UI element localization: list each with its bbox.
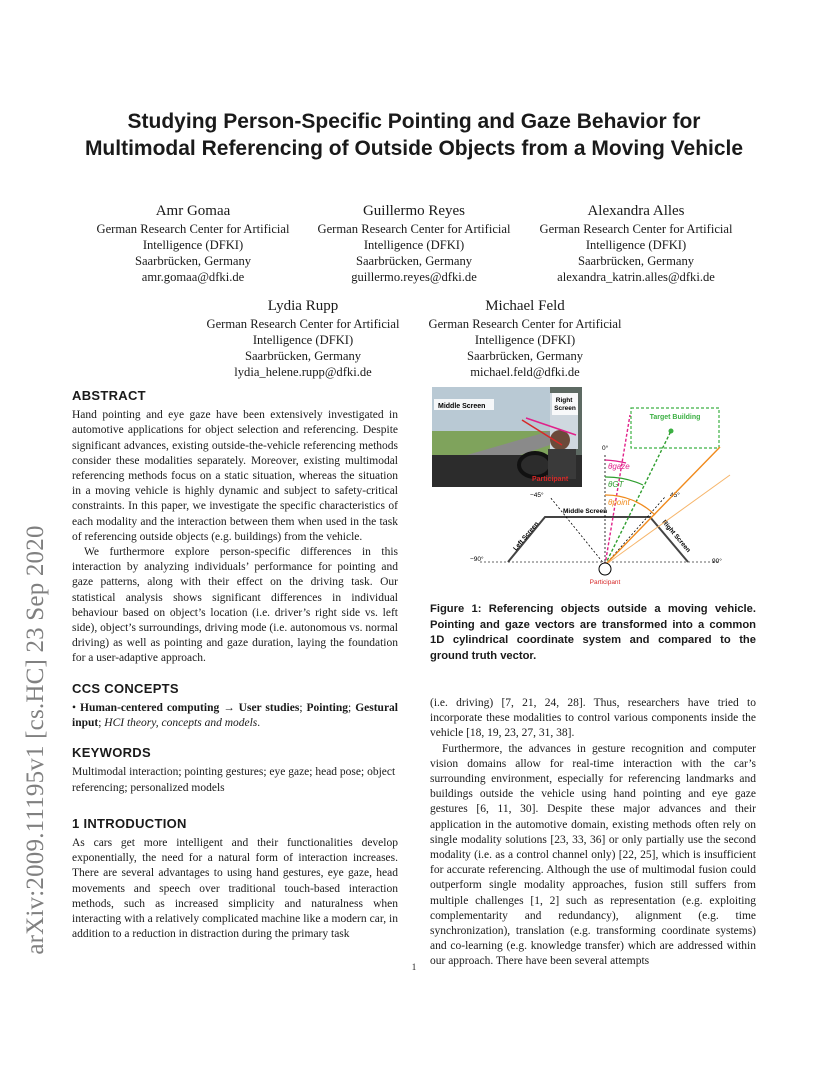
ccs-separator: ;	[98, 717, 105, 730]
author-affiliation: Intelligence (DFKI)	[142, 238, 244, 252]
author-city: Saarbrücken, Germany	[244, 349, 362, 363]
keywords-text: Multimodal interaction; pointing gestures; eye gaze; head pose; object referencing; personalized models	[72, 766, 396, 794]
ccs-end: .	[257, 717, 261, 730]
author-card	[529, 201, 743, 285]
right-screen-label-line: Right	[555, 397, 573, 404]
author-affiliation: Intelligence (DFKI)	[252, 333, 354, 347]
angle-0-label: 0°	[602, 445, 609, 452]
figure-diagram	[430, 385, 756, 595]
ccs-bullet: •	[72, 701, 77, 714]
angle-45-label: 45°	[670, 492, 680, 499]
right-screen-diagram-label: Right Screen	[660, 518, 692, 554]
author-affiliation: German Research Center for Artificial	[96, 222, 290, 236]
right-screen-label	[554, 397, 576, 412]
figure-caption: Figure 1: Referencing objects outside a moving vehicle. Pointing and gaze vectors are transformed into a common 1D cylindrical coordinate system and compared to the ground truth vector.	[430, 603, 756, 662]
author-name: Alexandra Alles	[587, 203, 685, 219]
left-screen-label: Left Screen	[512, 520, 541, 553]
participant-label: Participant	[589, 579, 621, 586]
ccs-concepts	[72, 701, 398, 731]
author-email: michael.feld@dfki.de	[470, 365, 580, 379]
photo-participant-label: Participant	[532, 476, 569, 483]
right-screen-label-line: Screen	[554, 405, 576, 412]
intro-paragraph: As cars get more intelligent and their functionalities develop exponentially, the need for a natural form of interaction increases. There are several advantages to using hand gestures, eye gaze, head movements and speech over traditional touch-based interaction methods, such as increased simplicity and naturalness when interacting with a relatively complicated machine like a modern car, in addition to a reduction in distraction during the primary task	[72, 837, 398, 941]
ccs-separator: ;	[348, 701, 356, 714]
ccs-term: Human-centered computing	[80, 701, 220, 714]
author-email: lydia_helene.rupp@dfki.de	[234, 365, 372, 379]
ccs-term: Pointing	[306, 701, 349, 714]
author-card	[307, 201, 521, 285]
abstract-paragraph: Hand pointing and eye gaze have been extensively investigated in automotive applications for object selection and referencing. Despite significant advances, existing outside-the-vehicle referencing methods consider these modalities separately. Moreover, existing multimodal referencing methods focus on a static situation, whereas the situation in a moving vehicle is highly dynamic and subject to safety-critical constraints. In this paper, we investigate the specific characteristics of each modality and the interaction between them when used in the task of referencing outside objects (e.g. buildings) from the vehicle.	[72, 409, 398, 543]
arxiv-stamp	[14, 240, 58, 955]
keywords-heading: KEYWORDS	[72, 745, 151, 761]
author-affiliation: Intelligence (DFKI)	[363, 238, 465, 252]
page-number: 1	[411, 962, 417, 972]
middle-screen-diagram-label: Middle Screen	[563, 508, 608, 515]
participant-marker	[599, 563, 611, 575]
author-affiliation: German Research Center for Artificial	[428, 317, 622, 331]
author-name: Michael Feld	[485, 298, 565, 314]
left-column	[72, 388, 398, 943]
theta-point-label: θpoint	[608, 498, 630, 507]
author-card	[86, 201, 300, 285]
ccs-term: User studies	[238, 701, 300, 714]
participant-photo	[432, 387, 582, 487]
ccs-arrow: →	[219, 701, 239, 714]
ccs-term: Gestural input	[72, 701, 399, 730]
photo-participant-body	[548, 449, 576, 479]
intro-heading: 1 INTRODUCTION	[72, 815, 187, 831]
author-card	[196, 296, 410, 380]
abstract-heading: ABSTRACT	[72, 388, 146, 403]
photo-sky	[432, 387, 550, 437]
author-affiliation: German Research Center for Artificial	[539, 222, 733, 236]
author-city: Saarbrücken, Germany	[466, 349, 584, 363]
author-name: Guillermo Reyes	[362, 203, 466, 219]
middle-screen-label: Middle Screen	[438, 403, 486, 410]
pointing-ray-secondary	[605, 475, 730, 565]
author-name: Amr Gomaa	[155, 203, 231, 219]
author-city: Saarbrücken, Germany	[577, 254, 695, 268]
author-affiliation: German Research Center for Artificial	[317, 222, 511, 236]
author-affiliation: Intelligence (DFKI)	[474, 333, 576, 347]
intro-paragraph: (i.e. driving) [7, 21, 24, 28]. Thus, researchers have tried to incorporate these modalities to control various components inside the vehicle [18, 19, 23, 27, 31, 38].	[430, 697, 756, 740]
ccs-separator: ;	[299, 701, 307, 714]
theta-gaze-label: θgaze	[608, 462, 630, 471]
author-email: amr.gomaa@dfki.de	[141, 270, 245, 284]
abstract-paragraph: We furthermore explore person-specific differences in this interaction by analyzing individuals’ performance for pointing and gaze patterns, along with their effect on the driving task. Our statistical analysis shows significant differences in individual behaviour based on object’s location (i.e. driver’s right side vs. left side), object’s surroundings, driving mode (i.e. autonomous vs. normal driving) as well as pointing and gaze duration, laying the foundation for a user-adaptive approach.	[72, 546, 398, 665]
right-column	[430, 696, 756, 970]
author-city: Saarbrücken, Germany	[355, 254, 473, 268]
arxiv-id: arXiv:2009.11195v1 [cs.HC] 23 Sep 2020	[22, 525, 49, 955]
author-email: alexandra_katrin.alles@dfki.de	[557, 270, 715, 284]
angle-minus45-label: −45°	[530, 492, 544, 499]
ccs-term: HCI theory, concepts and models	[104, 717, 258, 730]
author-city: Saarbrücken, Germany	[134, 254, 252, 268]
target-building-label: Target Building	[649, 414, 701, 421]
angle-minus90-label: −90°	[470, 556, 484, 563]
author-affiliation: Intelligence (DFKI)	[585, 238, 687, 252]
paper-title: Studying Person-Specific Pointing and Gaze Behavior for Multimodal Referencing of Outside Objects from a Moving Vehicle	[84, 110, 744, 160]
theta-gt-label: θGT	[608, 480, 624, 489]
author-affiliation: German Research Center for Artificial	[206, 317, 400, 331]
intro-paragraph: Furthermore, the advances in gesture recognition and computer vision domains allow for real-time interaction with the car’s surrounding environment, especially for referencing landmarks and buildings outside the vehicle using hand pointing and eye gaze gestures [6, 11, 30]. Despite these major advances and their application in the automotive domain, existing methods often rely on single modality solutions [23, 33, 36] or only partially use the second modality (i.e. as a control channel only) [22, 25], which is insufficient for accurate referencing. Although the use of multimodal fusion could outperform single modality approaches, fusion still suffers from multiple challenges [1, 2] such as representation (e.g. exploiting complementarity and redundancy), alignment (e.g. time synchronization), translation (e.g. transforming coordinate systems) and co-learning (e.g. knowledge transfer) which are addressed within our approach. There have been several attempts	[430, 742, 756, 968]
angle-90-label: 90°	[712, 558, 722, 565]
figure-1	[430, 385, 756, 595]
ccs-heading: CCS CONCEPTS	[72, 680, 179, 696]
author-email: guillermo.reyes@dfki.de	[351, 270, 477, 284]
author-name: Lydia Rupp	[267, 298, 339, 314]
author-card	[418, 296, 632, 380]
